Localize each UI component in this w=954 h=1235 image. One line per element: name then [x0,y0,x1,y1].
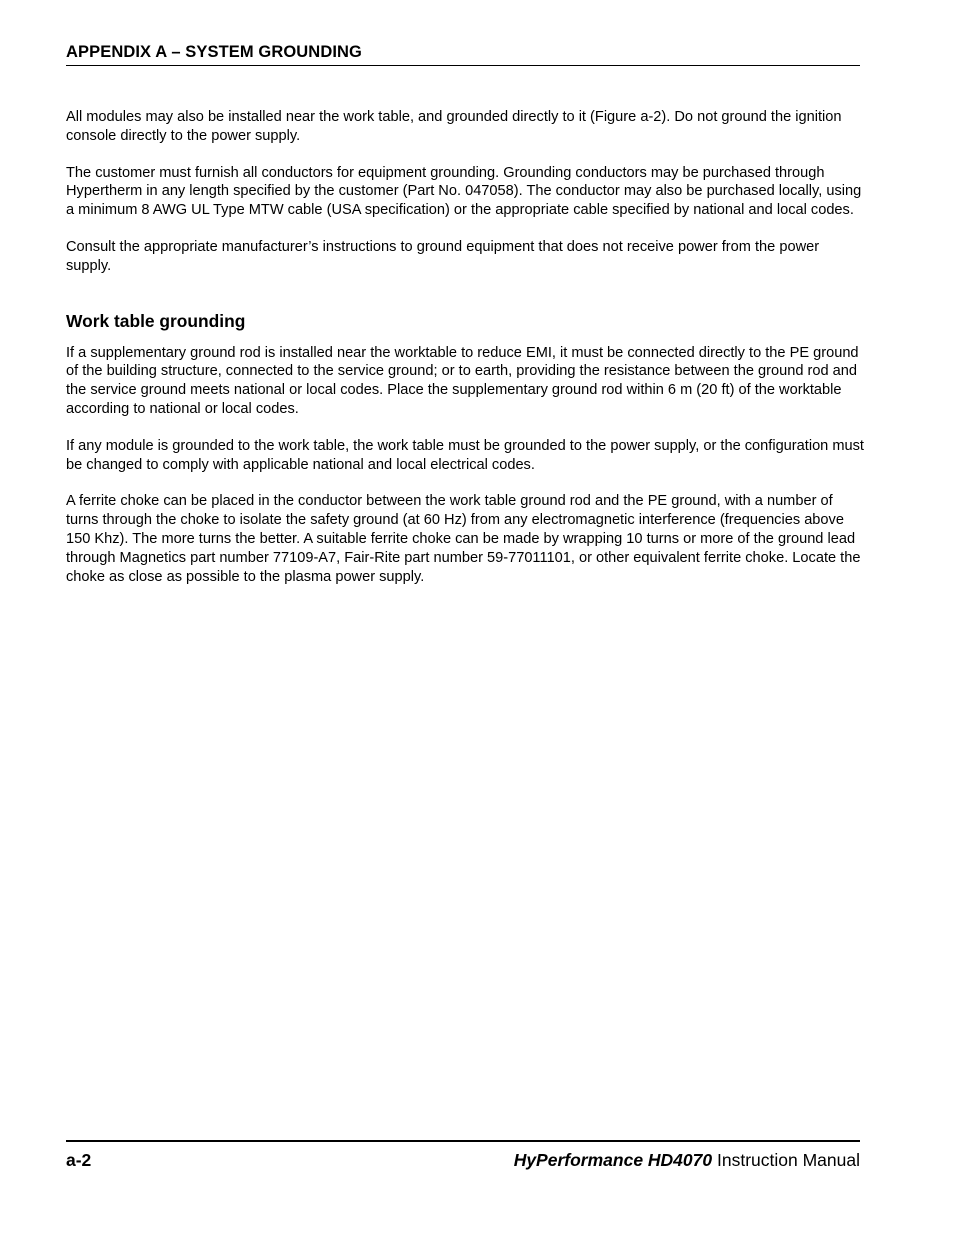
page-footer [66,1140,860,1182]
page-number: a-2 [66,1150,92,1170]
body-paragraph-ferrite-choke: A ferrite choke can be placed in the conductor between the work table ground rod and the PE ground, with a number of turns through the choke to isolate the safety ground (at 60 Hz) from any electromagnetic interference (frequencies above 150 Khz). The more turns the better. A suitable ferrite choke can be made by wrapping 10 turns or more of the ground lead through Magnetics part number 77109-A7, Fair-Rite part number 59-77011101, or other equivalent ferrite choke. Locate the choke as close as possible to the plasma power supply. [66,493,861,585]
manual-label: Instruction Manual [717,1150,860,1170]
manual-title [514,1150,860,1171]
appendix-title: APPENDIX A – SYSTEM GROUNDING [66,43,362,61]
body-paragraph-module-grounded-to-table: If any module is grounded to the work table, the work table must be grounded to the power supply, or the configuration must be changed to comply with applicable national and local electrical codes. [66,437,864,473]
page-header [66,42,860,66]
body-paragraph-supplementary-ground-rod: If a supplementary ground rod is installed near the worktable to reduce EMI, it must be connected directly to the PE ground of the building structure, connected to the service ground; or to earth, providing the resistance between the ground rod and the service ground meets national or local codes. Place the supplementary ground rod within 6 m (20 ft) of the worktable according to national or local codes. [66,344,859,417]
page-body [66,108,866,586]
body-paragraph-grounding-conductors: The customer must furnish all conductors for equipment grounding. Grounding conductors may be purchased through Hypertherm in any length specified by the customer (Part No. 047058). The conductor may also be purchased locally, using a minimum 8 AWG UL Type MTW cable (USA specification) or the appropriate cable specified by national and local codes. [66,164,862,219]
body-paragraph-manufacturer-instructions: Consult the appropriate manufacturer’s instructions to ground equipment that does not receive power from the power supply. [66,238,820,274]
body-paragraph-modules-near-work-table: All modules may also be installed near the work table, and grounded directly to it (Figure a-2). Do not ground the ignition console directly to the power supply. [66,109,842,144]
product-name: HyPerformance HD4070 [513,1150,713,1170]
section-heading-work-table-grounding: Work table grounding [66,310,246,331]
